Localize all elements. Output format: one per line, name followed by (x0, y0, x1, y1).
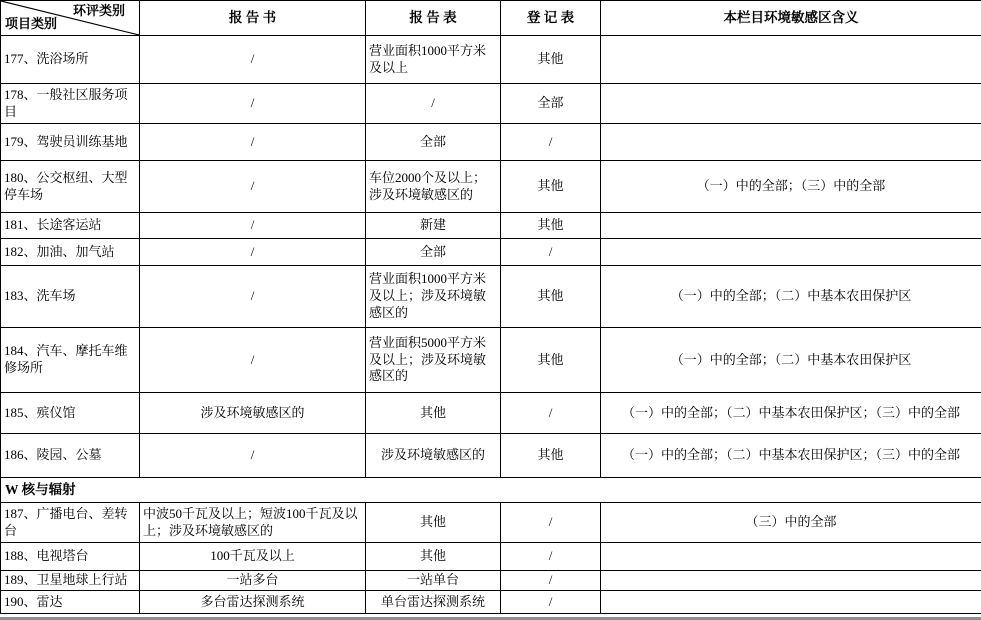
cell-project: 186、陵园、公墓 (1, 434, 140, 478)
cell-register-form: / (501, 124, 601, 161)
table-row (1, 213, 981, 239)
header-sensitive-meaning: 本栏目环境敏感区含义 (601, 1, 981, 36)
cell-project: 189、卫星地球上行站 (1, 571, 140, 591)
cell-meaning (601, 591, 981, 614)
cell-meaning: （一）中的全部；（三）中的全部 (601, 161, 981, 213)
cell-report-form: 全部 (366, 124, 501, 161)
header-report-form: 报 告 表 (366, 1, 501, 36)
table-row (1, 161, 981, 213)
cell-register-form: 其他 (501, 161, 601, 213)
cell-report-form: / (366, 84, 501, 124)
cell-register-form: / (501, 591, 601, 614)
header-project-category: 项目类别 (5, 16, 58, 32)
table-row (1, 239, 981, 266)
cell-meaning (601, 84, 981, 124)
cell-report-form: 新建 (366, 213, 501, 239)
cell-report-book: / (140, 84, 366, 124)
cell-report-form: 车位2000个及以上；涉及环境敏感区的 (366, 161, 501, 213)
cell-register-form: 其他 (501, 434, 601, 478)
cell-report-form: 其他 (366, 503, 501, 543)
header-register-form: 登 记 表 (501, 1, 601, 36)
cell-meaning: （三）中的全部 (601, 503, 981, 543)
cell-meaning (601, 213, 981, 239)
cell-project: 187、广播电台、差转台 (1, 503, 140, 543)
cell-report-book: 多台雷达探测系统 (140, 591, 366, 614)
cell-report-book: / (140, 434, 366, 478)
cell-report-book: 中波50千瓦及以上；短波100千瓦及以上；涉及环境敏感区的 (140, 503, 366, 543)
cell-meaning: （一）中的全部；（二）中基本农田保护区 (601, 328, 981, 393)
cell-report-form: 其他 (366, 543, 501, 571)
cell-meaning: （一）中的全部；（二）中基本农田保护区 (601, 266, 981, 328)
cell-register-form: 其他 (501, 328, 601, 393)
cell-project: 188、电视塔台 (1, 543, 140, 571)
table-row (1, 434, 981, 478)
header-eia-category: 环评类别 (72, 3, 125, 18)
cell-meaning (601, 124, 981, 161)
cell-report-form: 全部 (366, 239, 501, 266)
cell-register-form: 其他 (501, 213, 601, 239)
table-row (1, 124, 981, 161)
cell-report-form: 营业面积1000平方米及以上；涉及环境敏感区的 (366, 266, 501, 328)
header-diagonal-cell (1, 1, 140, 36)
cell-project: 185、殡仪馆 (1, 393, 140, 434)
cell-project: 178、一般社区服务项目 (1, 84, 140, 124)
cell-report-form: 涉及环境敏感区的 (366, 434, 501, 478)
cell-report-book: / (140, 36, 366, 84)
table-header-row (1, 1, 981, 36)
cell-project: 190、雷达 (1, 591, 140, 614)
cell-register-form: / (501, 239, 601, 266)
table-row (1, 393, 981, 434)
cell-project: 177、洗浴场所 (1, 36, 140, 84)
cell-report-book: / (140, 266, 366, 328)
cell-project: 180、公交枢纽、大型停车场 (1, 161, 140, 213)
cell-meaning (601, 571, 981, 591)
table-row (1, 266, 981, 328)
cell-register-form: 其他 (501, 36, 601, 84)
cell-report-book: / (140, 239, 366, 266)
cell-report-form: 营业面积5000平方米及以上；涉及环境敏感区的 (366, 328, 501, 393)
cell-meaning: （一）中的全部；（二）中基本农田保护区；（三）中的全部 (601, 393, 981, 434)
cell-report-form: 营业面积1000平方米及以上 (366, 36, 501, 84)
table-row (1, 543, 981, 571)
cell-report-book: / (140, 328, 366, 393)
cell-register-form: / (501, 503, 601, 543)
section-row-nuclear-radiation (1, 478, 981, 503)
cell-project: 182、加油、加气站 (1, 239, 140, 266)
cell-report-form: 其他 (366, 393, 501, 434)
table-row (1, 503, 981, 543)
cell-report-book: 100千瓦及以上 (140, 543, 366, 571)
cell-report-form: 一站单台 (366, 571, 501, 591)
cell-register-form: 全部 (501, 84, 601, 124)
cell-report-book: / (140, 213, 366, 239)
cell-report-book: / (140, 161, 366, 213)
cell-project: 181、长途客运站 (1, 213, 140, 239)
cell-report-book: 涉及环境敏感区的 (140, 393, 366, 434)
cell-meaning (601, 36, 981, 84)
cell-report-book: 一站多台 (140, 571, 366, 591)
table-row (1, 84, 981, 124)
cell-meaning: （一）中的全部；（二）中基本农田保护区；（三）中的全部 (601, 434, 981, 478)
header-report-book: 报 告 书 (140, 1, 366, 36)
cell-register-form: / (501, 393, 601, 434)
table-row (1, 591, 981, 614)
section-label: W 核与辐射 (1, 478, 981, 503)
cell-project: 184、汽车、摩托车维修场所 (1, 328, 140, 393)
table-row (1, 36, 981, 84)
cell-register-form: / (501, 571, 601, 591)
cell-report-form: 单台雷达探测系统 (366, 591, 501, 614)
cell-report-book: / (140, 124, 366, 161)
cell-project: 179、驾驶员训练基地 (1, 124, 140, 161)
cell-meaning (601, 543, 981, 571)
cell-register-form: / (501, 543, 601, 571)
cell-register-form: 其他 (501, 266, 601, 328)
table-row (1, 328, 981, 393)
cell-project: 183、洗车场 (1, 266, 140, 328)
table-row (1, 571, 981, 591)
cell-meaning (601, 239, 981, 266)
